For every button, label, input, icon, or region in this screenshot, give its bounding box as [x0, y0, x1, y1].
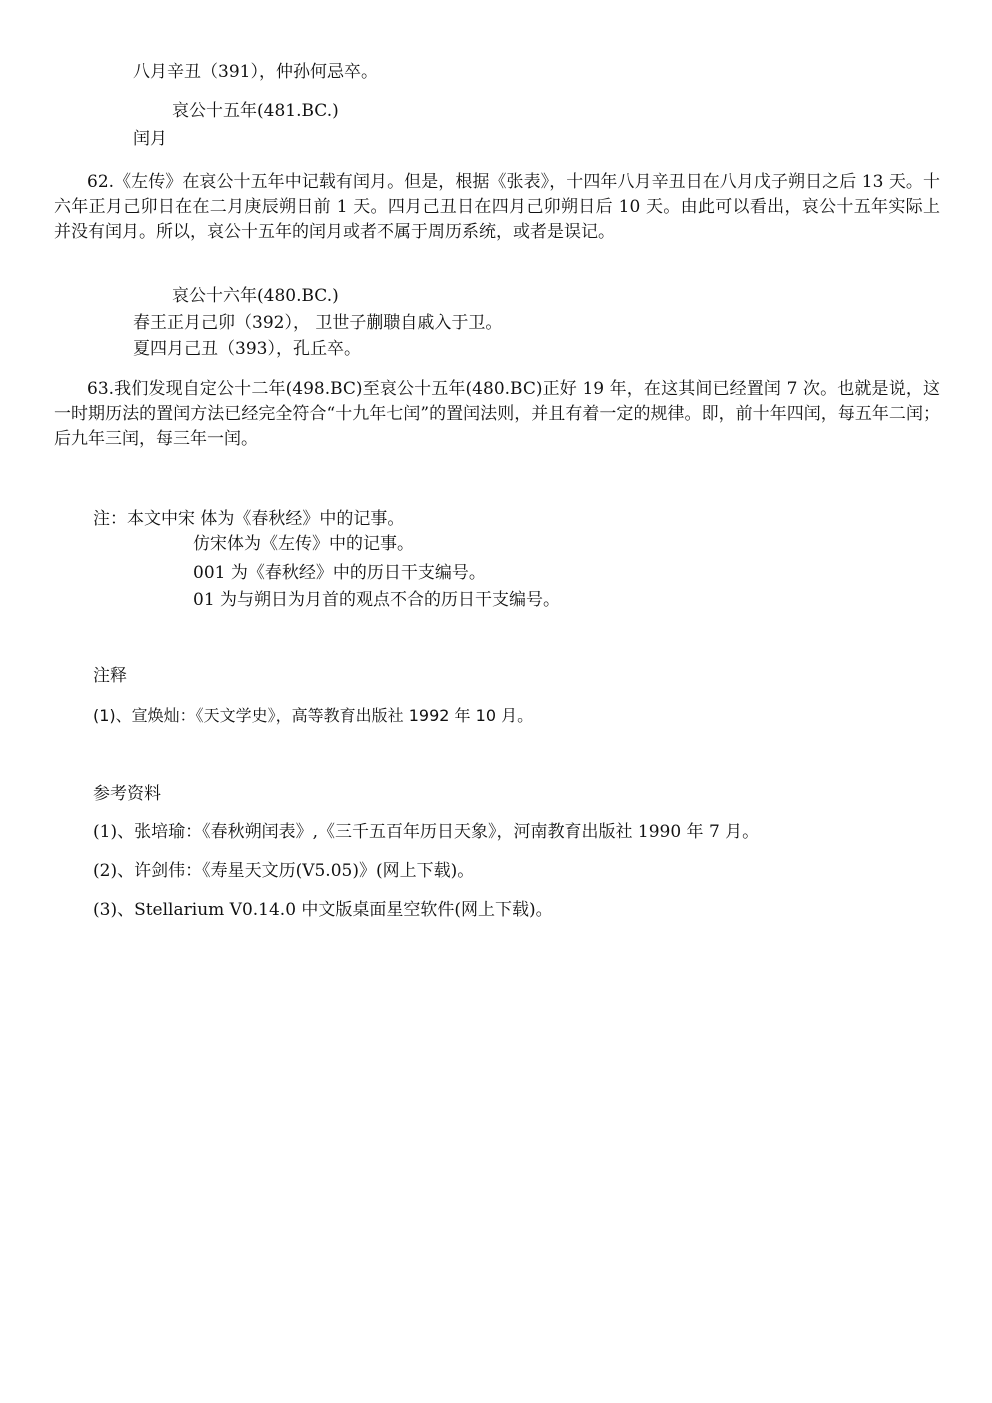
note-line: 仿宋体为《左传》中的记事。: [193, 534, 414, 554]
reference-item: (3)、Stellarium V0.14.0 中文版桌面星空软件(网上下载)。: [93, 900, 553, 920]
paragraph-63: 63.我们发现自定公十二年(498.BC)至哀公十五年(480.BC)正好 19 年，在这其间已经置闰 7 次。也就是说，这一时期历法的置闰方法已经完全符合“十九年七闰”的置闰法则，并且有着一定的规律。即，前十年四闰，每五年二闰；后九年三闰，每三年一闰。: [54, 379, 940, 449]
year-heading: 哀公十六年(480.BC.): [172, 286, 339, 306]
notes-heading: 注释: [93, 666, 127, 686]
note-line: 01 为与朔日为月首的观点不合的历日干支编号。: [193, 590, 561, 610]
text-line: 春王正月己卯（392）， 卫世子蒯聩自戚入于卫。: [133, 313, 503, 333]
paragraph-62: 62.《左传》在哀公十五年中记载有闰月。但是，根据《张表》，十四年八月辛丑日在八月戊子朔日之后 13 天。十六年正月己卯日在在二月庚辰朔日前 1 天。四月己丑日在四月己卯朔日后 10 天。由此可以看出，哀公十五年实际上并没有闰月。所以，哀公十五年的闰月或者不属于周历系统，或者是误记。: [54, 172, 940, 242]
text-line: 八月辛丑（391），仲孙何忌卒。: [133, 62, 378, 82]
note-line: 注：本文中宋 体为《春秋经》中的记事。: [93, 509, 405, 529]
note-line: 001 为《春秋经》中的历日干支编号。: [193, 563, 486, 583]
text-line: 闰月: [133, 129, 167, 149]
notes-item: (1)、宣焕灿：《天文学史》，高等教育出版社 1992 年 10 月。: [93, 706, 534, 725]
reference-item: (1)、张培瑜：《春秋朔闰表》,《三千五百年历日天象》，河南教育出版社 1990 年 7 月。: [93, 822, 760, 842]
year-heading: 哀公十五年(481.BC.): [172, 101, 339, 121]
references-heading: 参考资料: [93, 784, 161, 804]
text-line: 夏四月己丑（393），孔丘卒。: [133, 339, 361, 359]
reference-item: (2)、许剑伟：《寿星天文历(V5.05)》(网上下载)。: [93, 861, 475, 881]
